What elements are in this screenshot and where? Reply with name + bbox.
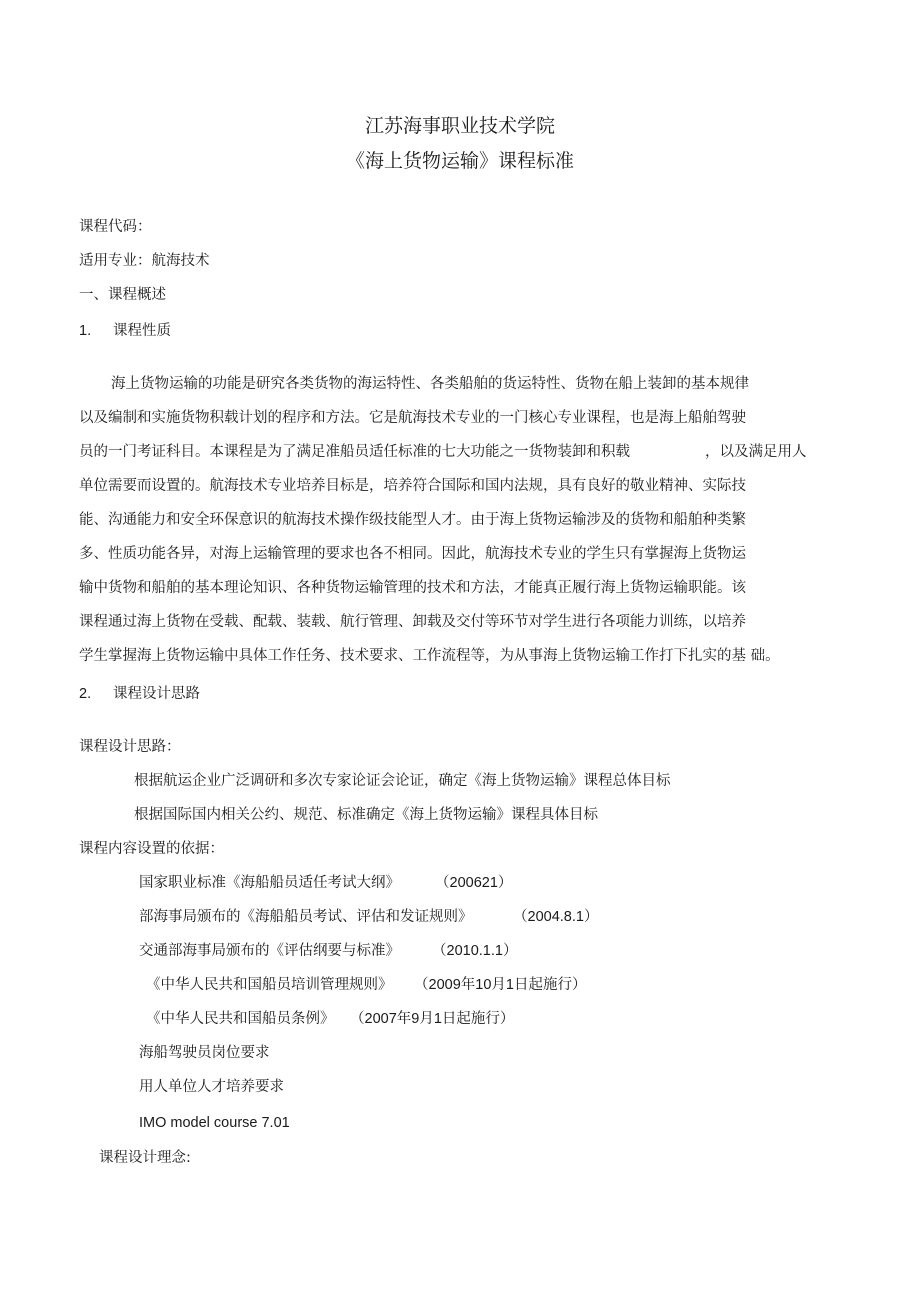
course-code-label: 课程代码： <box>79 219 152 235</box>
basis-item: 《中华人民共和国船员培训管理规则》 <box>146 977 393 993</box>
basis-item-date: （2007年9月1日起施行） <box>350 1011 515 1027</box>
basis-item: 国家职业标准《海船船员适任考试大纲》 <box>139 875 400 891</box>
section-1-number: 1. <box>79 323 92 339</box>
basis-item: IMO model course 7.01 <box>139 1115 290 1131</box>
paragraph-line: 单位需要而设置的。航海技术专业培养目标是，培养符合国际和国内法规，具有良好的敬业精神、实际技 <box>79 478 746 494</box>
basis-item-date: （2004.8.1） <box>513 909 599 925</box>
section-2-number: 2. <box>79 686 92 702</box>
section-2-title: 课程设计思路 <box>113 686 200 702</box>
design-item: 根据航运企业广泛调研和多次专家论证会论证，确定《海上货物运输》课程总体目标 <box>134 773 671 789</box>
school-name: 江苏海事职业技术学院 <box>364 115 555 137</box>
basis-item-date: （2009年10月1日起施行） <box>414 977 587 993</box>
basis-item-date: （2010.1.1） <box>432 943 518 959</box>
basis-item-date: （200621） <box>435 875 513 891</box>
basis-label: 课程内容设置的依据： <box>79 841 224 857</box>
basis-item: 用人单位人才培养要求 <box>139 1079 284 1095</box>
section-1-title: 课程性质 <box>113 323 171 339</box>
concept-label: 课程设计理念: <box>99 1150 191 1166</box>
major-label: 适用专业：航海技术 <box>79 253 210 269</box>
paragraph-line-tail: ，以及满足用人 <box>705 444 807 460</box>
design-item: 根据国际国内相关公约、规范、标准确定《海上货物运输》课程具体目标 <box>134 807 598 823</box>
basis-item: 部海事局颁布的《海船船员考试、评估和发证规则》 <box>139 909 473 925</box>
basis-item: 《中华人民共和国船员条例》 <box>146 1011 335 1027</box>
paragraph-line: 多、性质功能各异，对海上运输管理的要求也各不相同。因此，航海技术专业的学生只有掌握海上货物运 <box>79 546 746 562</box>
paragraph-line: 输中货物和船舶的基本理论知识、各种货物运输管理的技术和方法，才能真正履行海上货物运输职能。该 <box>79 580 746 596</box>
paragraph-line: 以及编制和实施货物积载计划的程序和方法。它是航海技术专业的一门核心专业课程，也是海上船舶驾驶 <box>79 410 746 426</box>
course-title: 《海上货物运输》课程标准 <box>345 150 574 172</box>
paragraph-line: 海上货物运输的功能是研究各类货物的海运特性、各类船舶的货运特性、货物在船上装卸的基本规律 <box>111 376 749 392</box>
basis-item: 交通部海事局颁布的《评估纲要与标准》 <box>139 943 400 959</box>
paragraph-line: 学生掌握海上货物运输中具体工作任务、技术要求、工作流程等，为从事海上货物运输工作打下扎实的基 础。 <box>79 648 780 664</box>
paragraph-line: 员的一门考证科目。本课程是为了满足准船员适任标准的七大功能之一货物装卸和积载 <box>79 444 630 460</box>
section-overview-heading: 一、课程概述 <box>79 287 166 303</box>
design-label: 课程设计思路： <box>79 739 181 755</box>
paragraph-line: 能、沟通能力和安全环保意识的航海技术操作级技能型人才。由于海上货物运输涉及的货物和船舶种类繁 <box>79 512 746 528</box>
paragraph-line: 课程通过海上货物在受载、配载、装载、航行管理、卸载及交付等环节对学生进行各项能力训练，以培养 <box>79 614 746 630</box>
basis-item: 海船驾驶员岗位要求 <box>139 1045 270 1061</box>
